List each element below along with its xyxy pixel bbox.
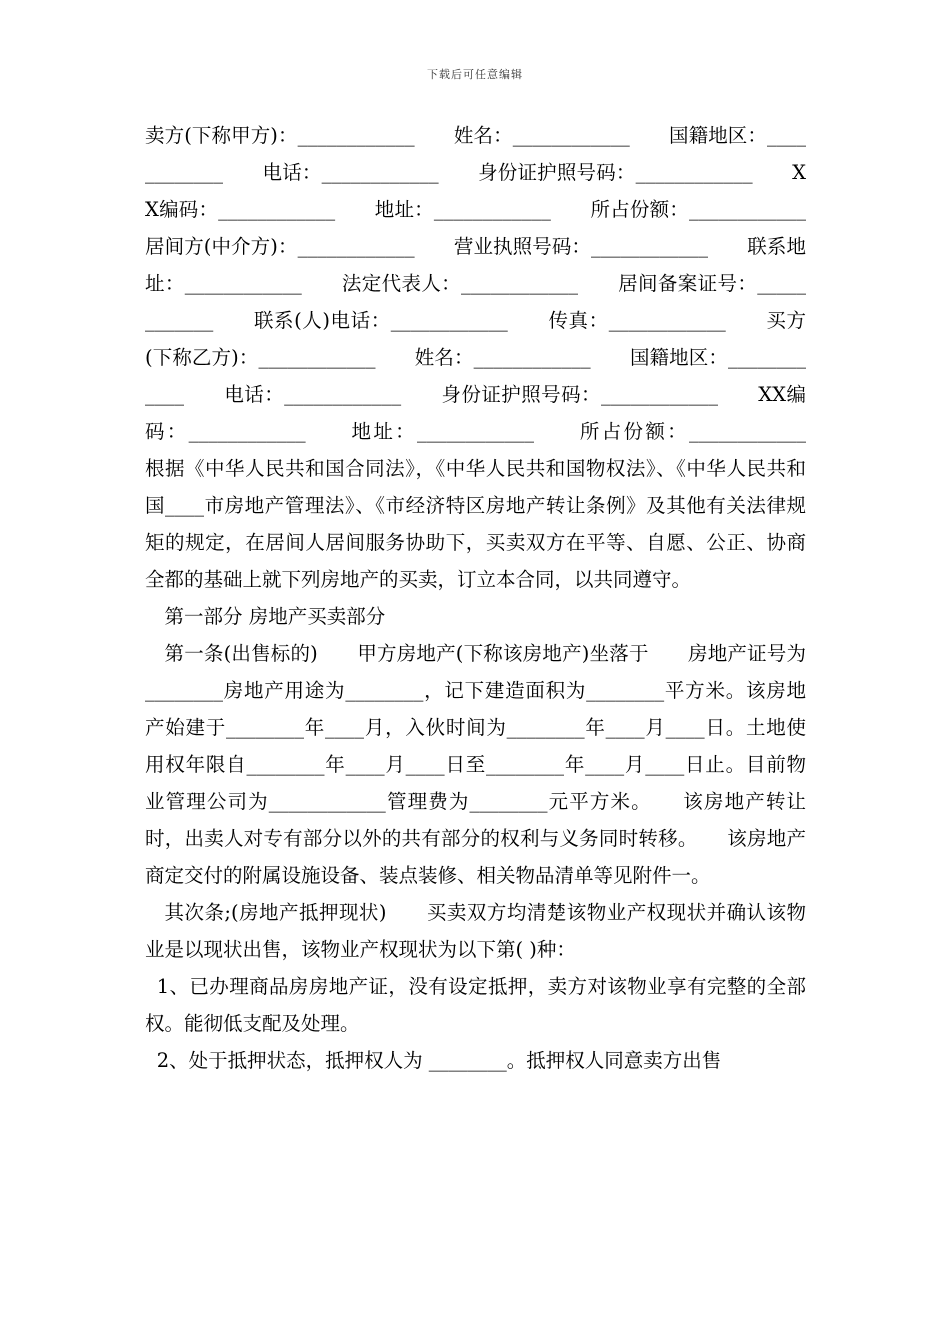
contract-body <box>145 117 846 1079</box>
parties-paragraph: 卖方(下称甲方)：____________ 姓名：____________ 国籍地区：____________ 电话：____________ 身份证护照号码：____________ XX编码：____________ 地址：____________ 所占份额：____________ 居间方(中介方)：____________ 营业执照号码：____________ 联系地址：____________ 法定代表人：____________ 居间备案证号：____________ 联系(人)电话：____________ 传真：____________ 买方(下称乙方)：____________ 姓名：____________ 国籍地区：____________ 电话：____________ 身份证护照号码：____________ XX编码：____________ 地址：____________ 所占份额：____________ 根据《中华人民共和国合同法》，《中华人民共和国物权法》、《中华人民共和国____市房地产管理法》、《市经济特区房地产转让条例》及其他有关法律规矩的规定，在居间人居间服务协助下，买卖双方在平等、自愿、公正、协商全都的基础上就下列房地产的买卖，订立本合同，以共同遵守。 <box>145 124 846 591</box>
article-one-paragraph: 第一条(出售标的) 甲方房地产(下称该房地产)坐落于 房地产证号为________房地产用途为________，记下建造面积为________平方米。该房地产始建于________年____月，入伙时间为________年____月____日。土地使用权年限自________年____月____日至________年____月____日止。目前物业管理公司为____________管理费为________元平方米。 该房地产转让时，出卖人对专有部分以外的共有部分的权利与义务同时转移。 该房地产商定交付的附属设施设备、装点装修、相关物品清单等见附件一。 <box>145 642 806 887</box>
section-heading-part-one: 第一部分 房地产买卖部分 <box>164 605 386 628</box>
article-two-paragraph: 其次条;(房地产抵押现状) 买卖双方均清楚该物业产权现状并确认该物业是以现状出售，该物业产权现状为以下第( )种： <box>145 901 806 961</box>
list-item-1: 1、已办理商品房房地产证，没有设定抵押，卖方对该物业享有完整的全部权。能彻低支配及处理。 <box>145 975 806 1035</box>
list-item-2: 2、处于抵押状态，抵押权人为 ________。抵押权人同意卖方出售 <box>156 1049 722 1072</box>
page-header-note: 下载后可任意编辑 <box>427 68 523 81</box>
